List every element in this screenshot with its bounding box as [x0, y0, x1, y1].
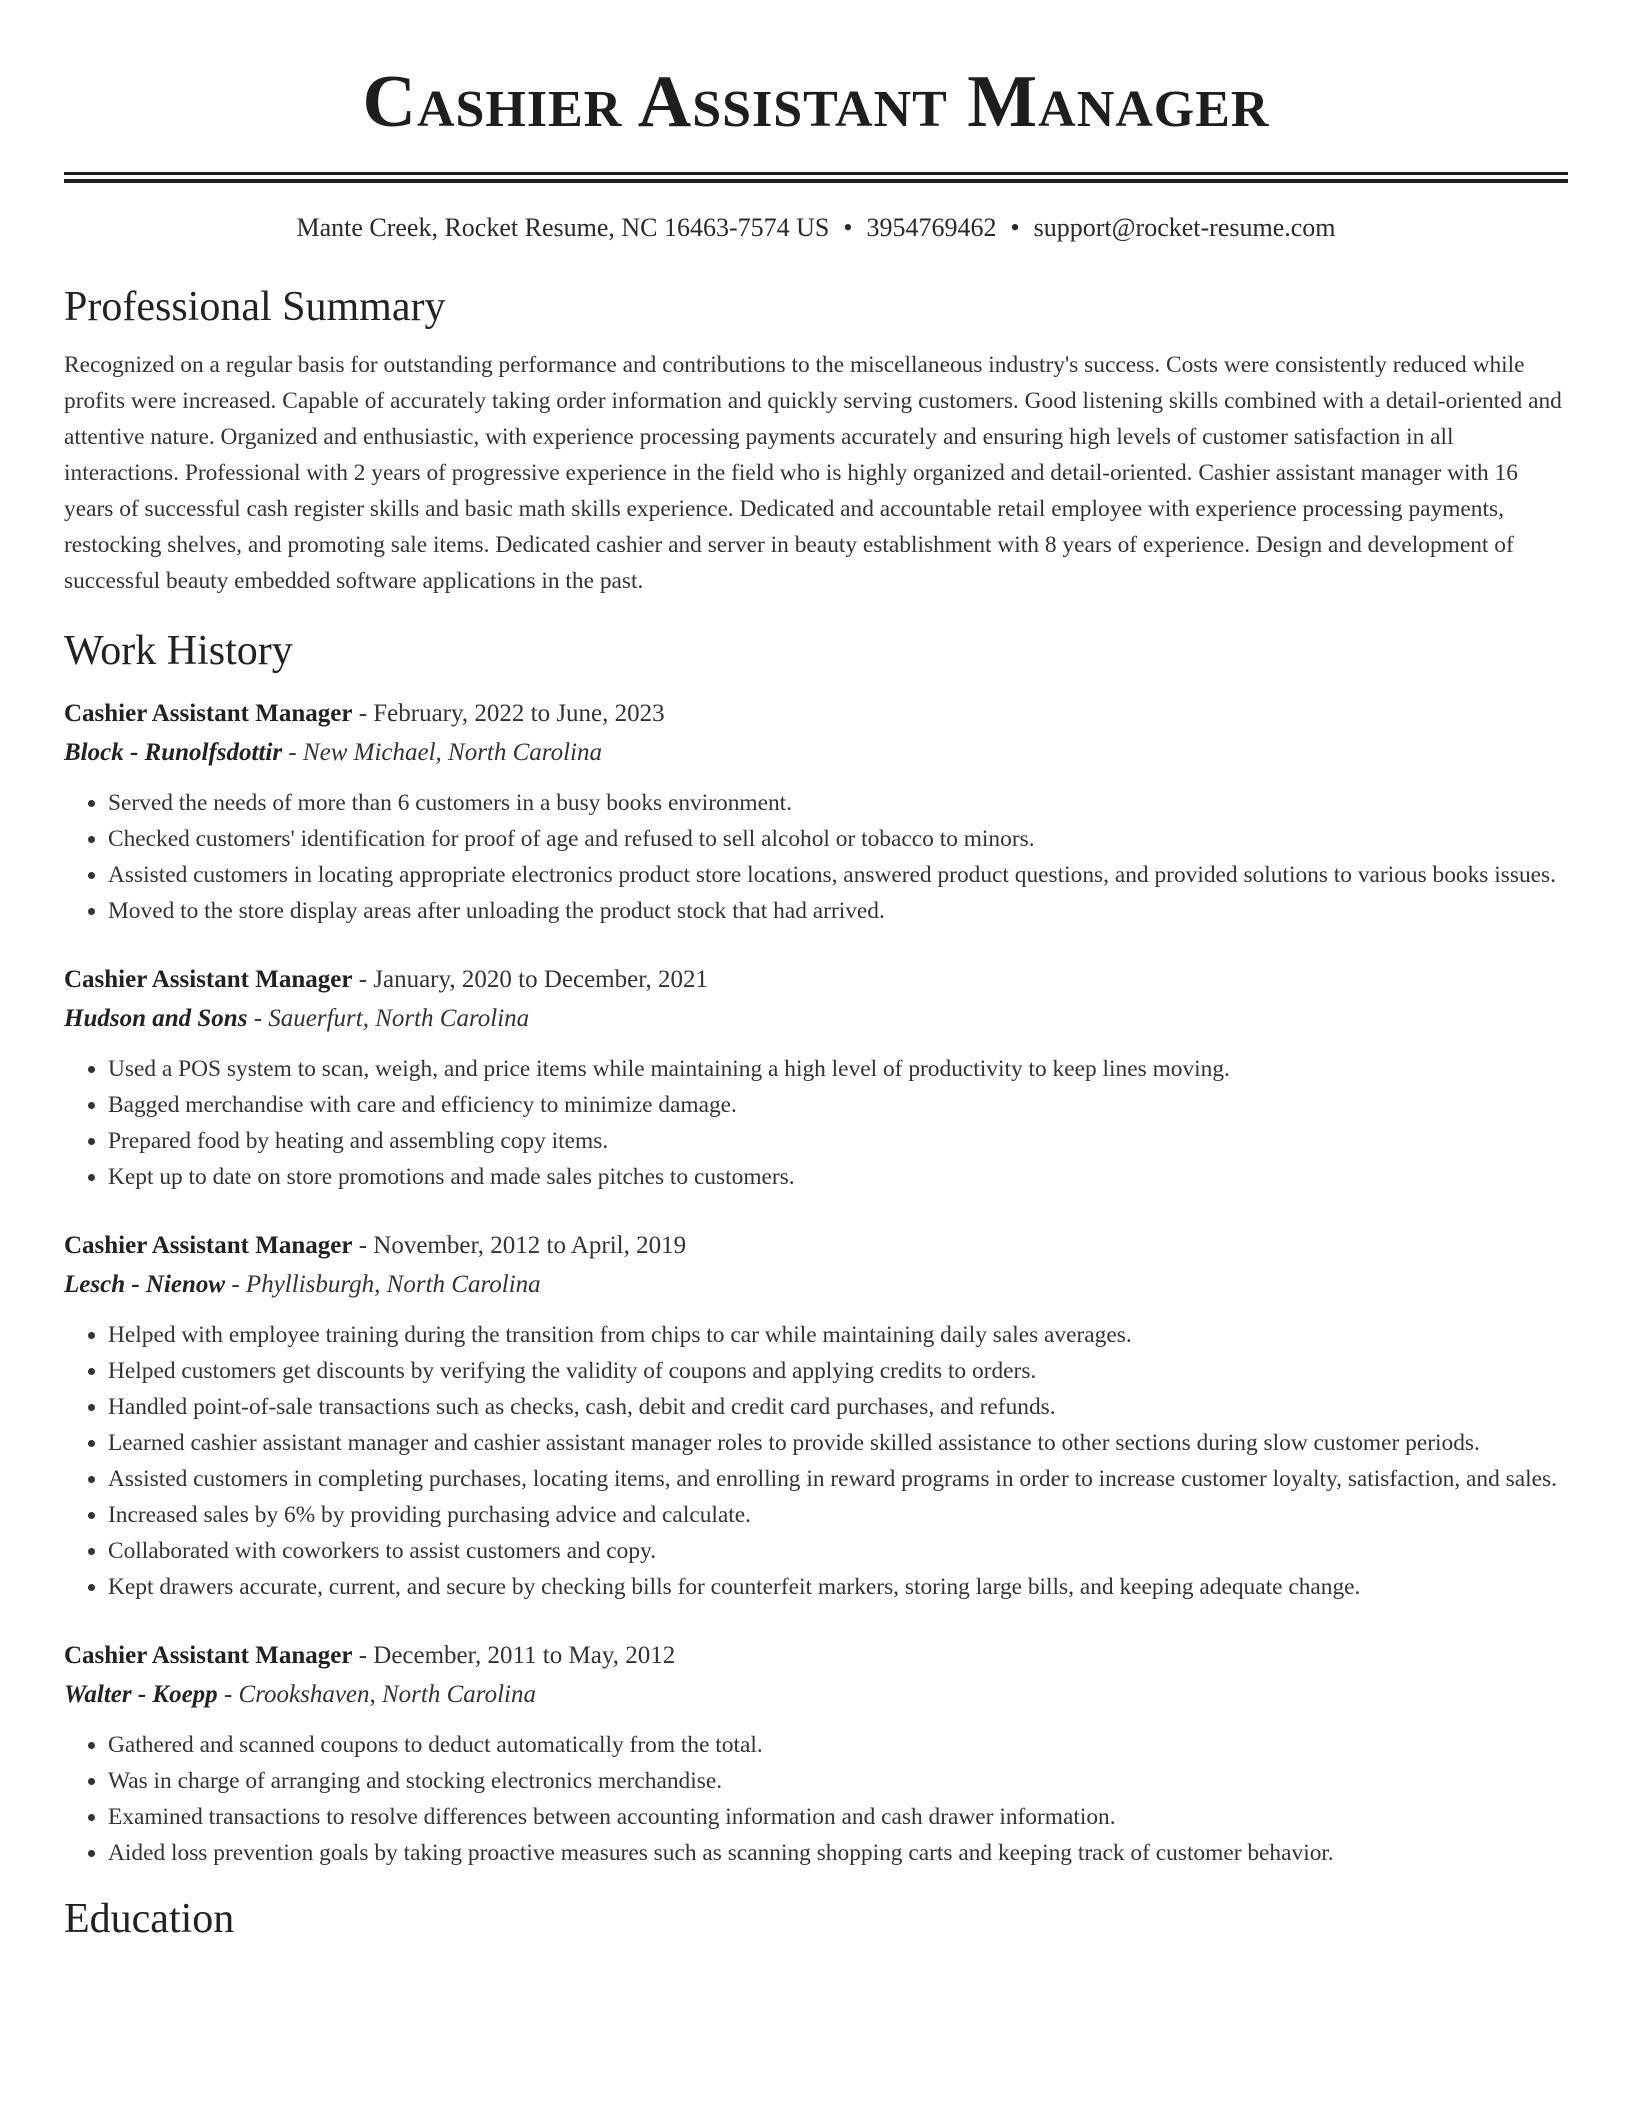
job-header — [64, 1637, 1568, 1675]
job-duty-item: • Prepared food by heating and assembling copy items. — [108, 1123, 1568, 1159]
job-duty-item: • Helped customers get discounts by verifying the validity of coupons and applying credits to orders. — [108, 1353, 1568, 1389]
job-company: Walter - Koepp — [64, 1681, 218, 1708]
job-employer — [64, 733, 1568, 773]
job-dates: - November, 2012 to April, 2019 — [352, 1232, 687, 1259]
job-duties-list — [64, 785, 1568, 929]
job-entry — [64, 961, 1568, 1195]
resume-title: Cashier Assistant Manager — [362, 61, 1270, 143]
job-duty-item: • Checked customers' identification for proof of age and refused to sell alcohol or tobacco to minors. — [108, 821, 1568, 857]
job-header — [64, 961, 1568, 999]
job-location: - Sauerfurt, North Carolina — [247, 1005, 530, 1032]
contact-address: Mante Creek, Rocket Resume, NC 16463-7574 US — [296, 213, 830, 242]
job-duty-item: • Learned cashier assistant manager and cashier assistant manager roles to provide skilled assistance to other sections during slow customer periods. — [108, 1425, 1568, 1461]
job-title: Cashier Assistant Manager — [64, 700, 353, 727]
contact-separator: • — [1010, 213, 1020, 242]
job-duty-item: • Was in charge of arranging and stocking electronics merchandise. — [108, 1763, 1568, 1799]
resume-page — [64, 0, 1568, 1945]
job-dates: - December, 2011 to May, 2012 — [352, 1642, 676, 1669]
contact-email: support@rocket-resume.com — [1033, 213, 1336, 242]
education-heading: Education — [64, 1896, 235, 1942]
job-entry — [64, 1227, 1568, 1605]
job-duty-item: • Used a POS system to scan, weigh, and price items while maintaining a high level of productivity to keep lines moving. — [108, 1051, 1568, 1087]
job-header — [64, 1227, 1568, 1265]
job-title: Cashier Assistant Manager — [64, 966, 353, 993]
job-duties-list — [64, 1727, 1568, 1871]
job-location: - New Michael, North Carolina — [282, 739, 602, 766]
summary-heading: Professional Summary — [64, 284, 446, 330]
job-duties-list — [64, 1317, 1568, 1605]
job-header — [64, 695, 1568, 733]
job-duty-item: • Aided loss prevention goals by taking proactive measures such as scanning shopping carts and keeping track of customer behavior. — [108, 1835, 1568, 1871]
job-duty-item: • Assisted customers in locating appropriate electronics product store locations, answered product questions, and provided solutions to various books issues. — [108, 857, 1568, 893]
job-company: Lesch - Nienow — [64, 1271, 226, 1298]
job-duty-item: • Handled point-of-sale transactions such as checks, cash, debit and credit card purchases, and refunds. — [108, 1389, 1568, 1425]
job-duty-item: • Helped with employee training during the transition from chips to car while maintaining daily sales averages. — [108, 1317, 1568, 1353]
job-employer — [64, 999, 1568, 1039]
job-entry — [64, 1637, 1568, 1871]
job-duty-item: • Examined transactions to resolve differences between accounting information and cash drawer information. — [108, 1799, 1568, 1835]
job-duty-item: • Assisted customers in completing purchases, locating items, and enrolling in reward programs in order to increase customer loyalty, satisfaction, and sales. — [108, 1461, 1568, 1497]
summary-text: Recognized on a regular basis for outstanding performance and contributions to the miscellaneous industry's success. Costs were consistently reduced while profits were increased. Capable of accurately taking order information and quickly serving customers. Good listening skills combined with a detail-oriented and attentive nature. Organized and enthusiastic, with experience processing payments accurately and ensuring high levels of customer satisfaction in all interactions. Professional with 2 years of progressive experience in the field who is highly organized and detail-oriented. Cashier assistant manager with 16 years of successful cash register skills and basic math skills experience. Dedicated and accountable retail employee with experience processing payments, restocking shelves, and promoting sale items. Dedicated cashier and server in beauty establishment with 8 years of experience. Design and development of successful beauty embedded software applications in the past. — [64, 352, 1562, 594]
job-company: Block - Runolfsdottir — [64, 739, 283, 766]
job-employer — [64, 1265, 1568, 1305]
job-duty-item: • Collaborated with coworkers to assist customers and copy. — [108, 1533, 1568, 1569]
job-title: Cashier Assistant Manager — [64, 1232, 353, 1259]
job-duty-item: • Kept up to date on store promotions and made sales pitches to customers. — [108, 1159, 1568, 1195]
job-duty-item: • Served the needs of more than 6 customers in a busy books environment. — [108, 785, 1568, 821]
contact-separator: • — [843, 213, 853, 242]
job-location: - Crookshaven, North Carolina — [217, 1681, 536, 1708]
work-history-heading: Work History — [64, 628, 293, 674]
job-duties-list — [64, 1051, 1568, 1195]
contact-line — [64, 211, 1568, 245]
job-location: - Phyllisburgh, North Carolina — [225, 1271, 541, 1298]
contact-phone: 3954769462 — [866, 213, 997, 242]
job-duty-item: • Increased sales by 6% by providing purchasing advice and calculate. — [108, 1497, 1568, 1533]
job-dates: - February, 2022 to June, 2023 — [352, 700, 665, 727]
work-history-list — [64, 695, 1568, 1871]
job-company: Hudson and Sons — [64, 1005, 248, 1032]
job-entry — [64, 695, 1568, 929]
job-duty-item: • Bagged merchandise with care and efficiency to minimize damage. — [108, 1087, 1568, 1123]
job-employer — [64, 1675, 1568, 1715]
job-duty-item: • Moved to the store display areas after unloading the product stock that had arrived. — [108, 893, 1568, 929]
job-dates: - January, 2020 to December, 2021 — [352, 966, 709, 993]
job-title: Cashier Assistant Manager — [64, 1642, 353, 1669]
job-duty-item: • Kept drawers accurate, current, and secure by checking bills for counterfeit markers, storing large bills, and keeping adequate change. — [108, 1569, 1568, 1605]
job-duty-item: • Gathered and scanned coupons to deduct automatically from the total. — [108, 1727, 1568, 1763]
title-divider — [64, 172, 1568, 183]
